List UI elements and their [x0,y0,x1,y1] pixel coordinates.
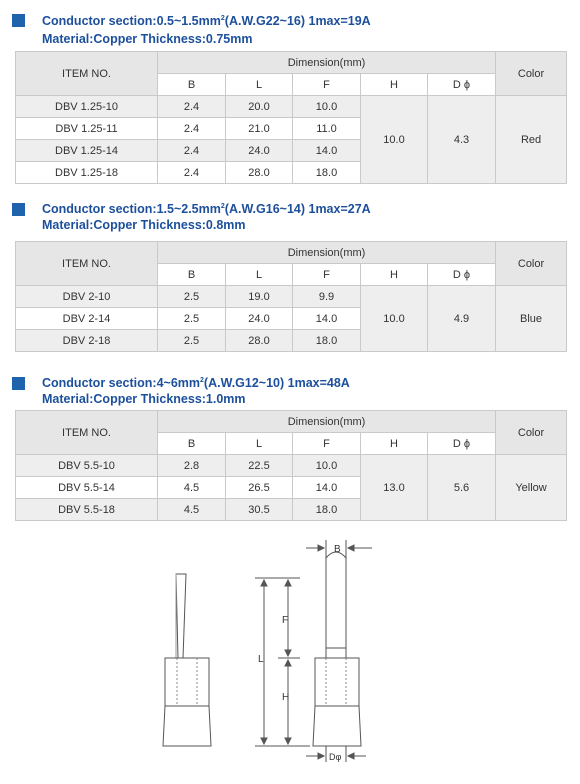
header-d: D ϕ [428,74,496,96]
b-cell: 2.4 [158,140,226,162]
item-cell: DBV 1.25-11 [16,118,158,140]
item-cell: DBV 2-14 [16,308,158,330]
section-marker-icon [12,203,25,216]
table-row [16,96,567,118]
l-cell: 21.0 [226,118,293,140]
header-f: F [293,74,361,96]
f-cell: 18.0 [293,330,361,352]
spec-table [15,410,567,521]
b-cell: 4.5 [158,477,226,499]
l-cell: 20.0 [226,96,293,118]
table-row [16,455,567,477]
header-f: F [293,264,361,286]
section-marker-icon [12,14,25,27]
table-row [16,286,567,308]
f-cell: 9.9 [293,286,361,308]
header-dimension: Dimension(mm) [158,242,496,264]
h-cell: 10.0 [361,286,428,352]
color-cell: Red [496,96,567,184]
header-b: B [158,74,226,96]
header-item-no: ITEM NO. [16,411,158,455]
header-d: D ϕ [428,433,496,455]
l-cell: 24.0 [226,140,293,162]
item-cell: DBV 2-10 [16,286,158,308]
b-cell: 4.5 [158,499,226,521]
l-cell: 26.5 [226,477,293,499]
label-b: B [334,544,341,555]
header-color: Color [496,242,567,286]
header-f: F [293,433,361,455]
f-cell: 18.0 [293,499,361,521]
item-cell: DBV 5.5-10 [16,455,158,477]
header-l: L [226,74,293,96]
item-cell: DBV 2-18 [16,330,158,352]
l-cell: 19.0 [226,286,293,308]
section-material: Material:Copper Thickness:0.8mm [42,218,246,232]
d-cell: 5.6 [428,455,496,521]
front-view-drawing [313,552,361,746]
l-cell: 28.0 [226,162,293,184]
header-b: B [158,264,226,286]
f-cell: 10.0 [293,455,361,477]
b-cell: 2.8 [158,455,226,477]
b-cell: 2.5 [158,308,226,330]
f-cell: 11.0 [293,118,361,140]
section-marker-icon [12,377,25,390]
header-dimension: Dimension(mm) [158,52,496,74]
f-cell: 18.0 [293,162,361,184]
spec-table [15,51,567,184]
b-cell: 2.4 [158,118,226,140]
item-cell: DBV 5.5-14 [16,477,158,499]
h-cell: 10.0 [361,96,428,184]
section-heading: Conductor $section:0.5\sim 1.5mm^2(A.W.G22\sim 16)$ 1max=19A [42,14,371,29]
label-d: Dφ [329,752,342,762]
header-color: Color [496,52,567,96]
b-cell: 2.4 [158,96,226,118]
section-heading: Conductor $section:1.5\sim 2.5mm^2(A.W.G16\sim 14)$ 1max=27A [42,202,371,217]
d-cell: 4.3 [428,96,496,184]
b-cell: 2.5 [158,330,226,352]
header-color: Color [496,411,567,455]
section-material: Material:Copper Thickness:1.0mm [42,392,246,406]
item-cell: DBV 1.25-14 [16,140,158,162]
side-view-drawing [163,574,211,746]
l-cell: 30.5 [226,499,293,521]
item-cell: DBV 1.25-18 [16,162,158,184]
section-heading: Conductor $section:4\sim 6mm^2(A.W.G12\sim 10)$ 1max=48A [42,376,350,391]
header-dimension: Dimension(mm) [158,411,496,433]
header-d: D ϕ [428,264,496,286]
color-cell: Blue [496,286,567,352]
terminal-drawing [0,530,580,784]
header-item-no: ITEM NO. [16,52,158,96]
f-cell: 14.0 [293,140,361,162]
header-item-no: ITEM NO. [16,242,158,286]
b-cell: 2.5 [158,286,226,308]
item-cell: DBV 1.25-10 [16,96,158,118]
label-h: H [282,692,290,703]
header-l: L [226,264,293,286]
section-material: Material:Copper Thickness:0.75mm [42,32,253,46]
spec-table [15,241,567,352]
f-cell: 10.0 [293,96,361,118]
header-h: H [361,74,428,96]
l-cell: 24.0 [226,308,293,330]
l-cell: 28.0 [226,330,293,352]
header-b: B [158,433,226,455]
f-cell: 14.0 [293,477,361,499]
header-h: H [361,433,428,455]
h-cell: 13.0 [361,455,428,521]
label-l: L [258,654,264,665]
color-cell: Yellow [496,455,567,521]
f-cell: 14.0 [293,308,361,330]
header-l: L [226,433,293,455]
header-h: H [361,264,428,286]
label-f: F [282,615,289,626]
d-cell: 4.9 [428,286,496,352]
l-cell: 22.5 [226,455,293,477]
b-cell: 2.4 [158,162,226,184]
item-cell: DBV 5.5-18 [16,499,158,521]
